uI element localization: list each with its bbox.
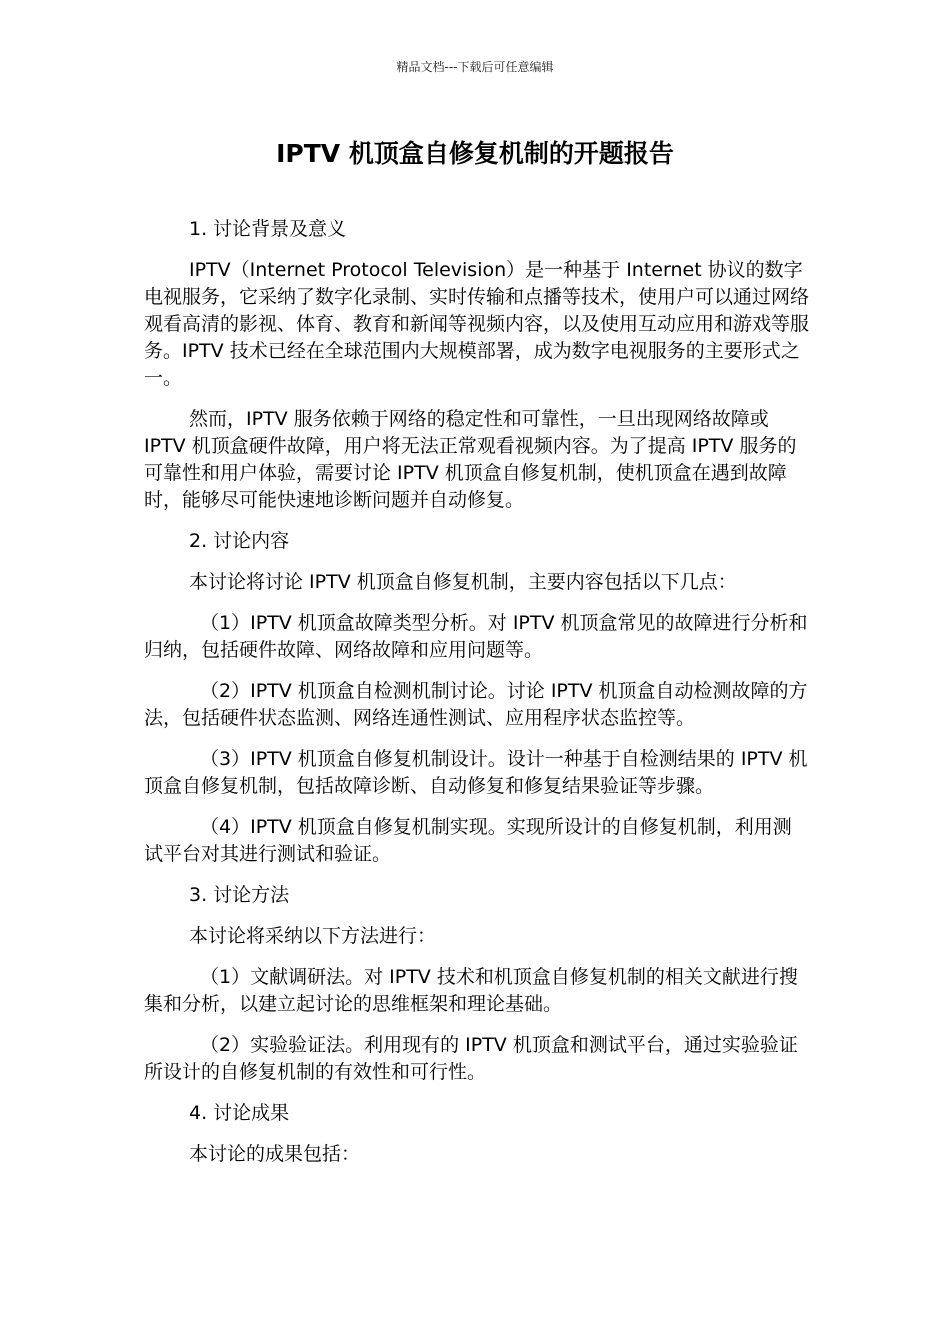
page-header: 精品文档---下载后可任意编辑 xyxy=(396,60,554,74)
paragraph-methods-intro: 本讨论将采纳以下方法进行： xyxy=(189,925,437,947)
document-title: IPTV 机顶盒自修复机制的开题报告 xyxy=(276,139,674,168)
section-heading-results: 4. 讨论成果 xyxy=(189,1102,290,1124)
list-item-self-detection: （2）IPTV 机顶盒自检测机制讨论。讨论 IPTV 机顶盒自动检测故障的方法，包括硬件状态监测、网络连通性测试、应用程序状态监控等。 xyxy=(144,680,808,729)
list-item-experimental-validation: （2）实验验证法。利用现有的 IPTV 机顶盒和测试平台，通过实验验证所设计的自修复机制的有效性和可行性。 xyxy=(144,1034,798,1083)
list-item-self-repair-design: （3）IPTV 机顶盒自修复机制设计。设计一种基于自检测结果的 IPTV 机顶盒自修复机制，包括故障诊断、自动修复和修复结果验证等步骤。 xyxy=(144,748,808,797)
list-item-self-repair-implementation: （4）IPTV 机顶盒自修复机制实现。实现所设计的自修复机制，利用测试平台对其进行测试和验证。 xyxy=(144,816,792,865)
section-heading-background: 1. 讨论背景及意义 xyxy=(189,218,347,240)
paragraph-results-intro: 本讨论的成果包括： xyxy=(189,1143,361,1165)
section-heading-content: 2. 讨论内容 xyxy=(189,530,290,552)
list-item-literature-review: （1）文献调研法。对 IPTV 技术和机顶盒自修复机制的相关文献进行搜集和分析，以建立起讨论的思维框架和理论基础。 xyxy=(144,966,798,1015)
list-item-fault-analysis: （1）IPTV 机顶盒故障类型分析。对 IPTV 机顶盒常见的故障进行分析和归纳，包括硬件故障、网络故障和应用问题等。 xyxy=(144,612,808,661)
paragraph-iptv-reliability: 然而，IPTV 服务依赖于网络的稳定性和可靠性，一旦出现网络故障或 IPTV 机顶盒硬件故障，用户将无法正常观看视频内容。为了提高 IPTV 服务的可靠性和用户体验，需要讨论 IPTV 机顶盒自修复机制，使机顶盒在遇到故障时，能够尽可能快速地诊断问题并自动修复。 xyxy=(144,408,797,511)
document-body xyxy=(144,216,809,1182)
paragraph-content-intro: 本讨论将讨论 IPTV 机顶盒自修复机制，主要内容包括以下几点： xyxy=(189,571,737,593)
section-heading-methods: 3. 讨论方法 xyxy=(189,884,290,906)
paragraph-iptv-intro: IPTV（Internet Protocol Television）是一种基于 Internet 协议的数字电视服务，它采纳了数字化录制、实时传输和点播等技术，使用户可以通过网络观看高清的影视、体育、教育和新闻等视频内容，以及使用互动应用和游戏等服务。IPTV 技术已经在全球范围内大规模部署，成为数字电视服务的主要形式之一。 xyxy=(144,259,810,389)
